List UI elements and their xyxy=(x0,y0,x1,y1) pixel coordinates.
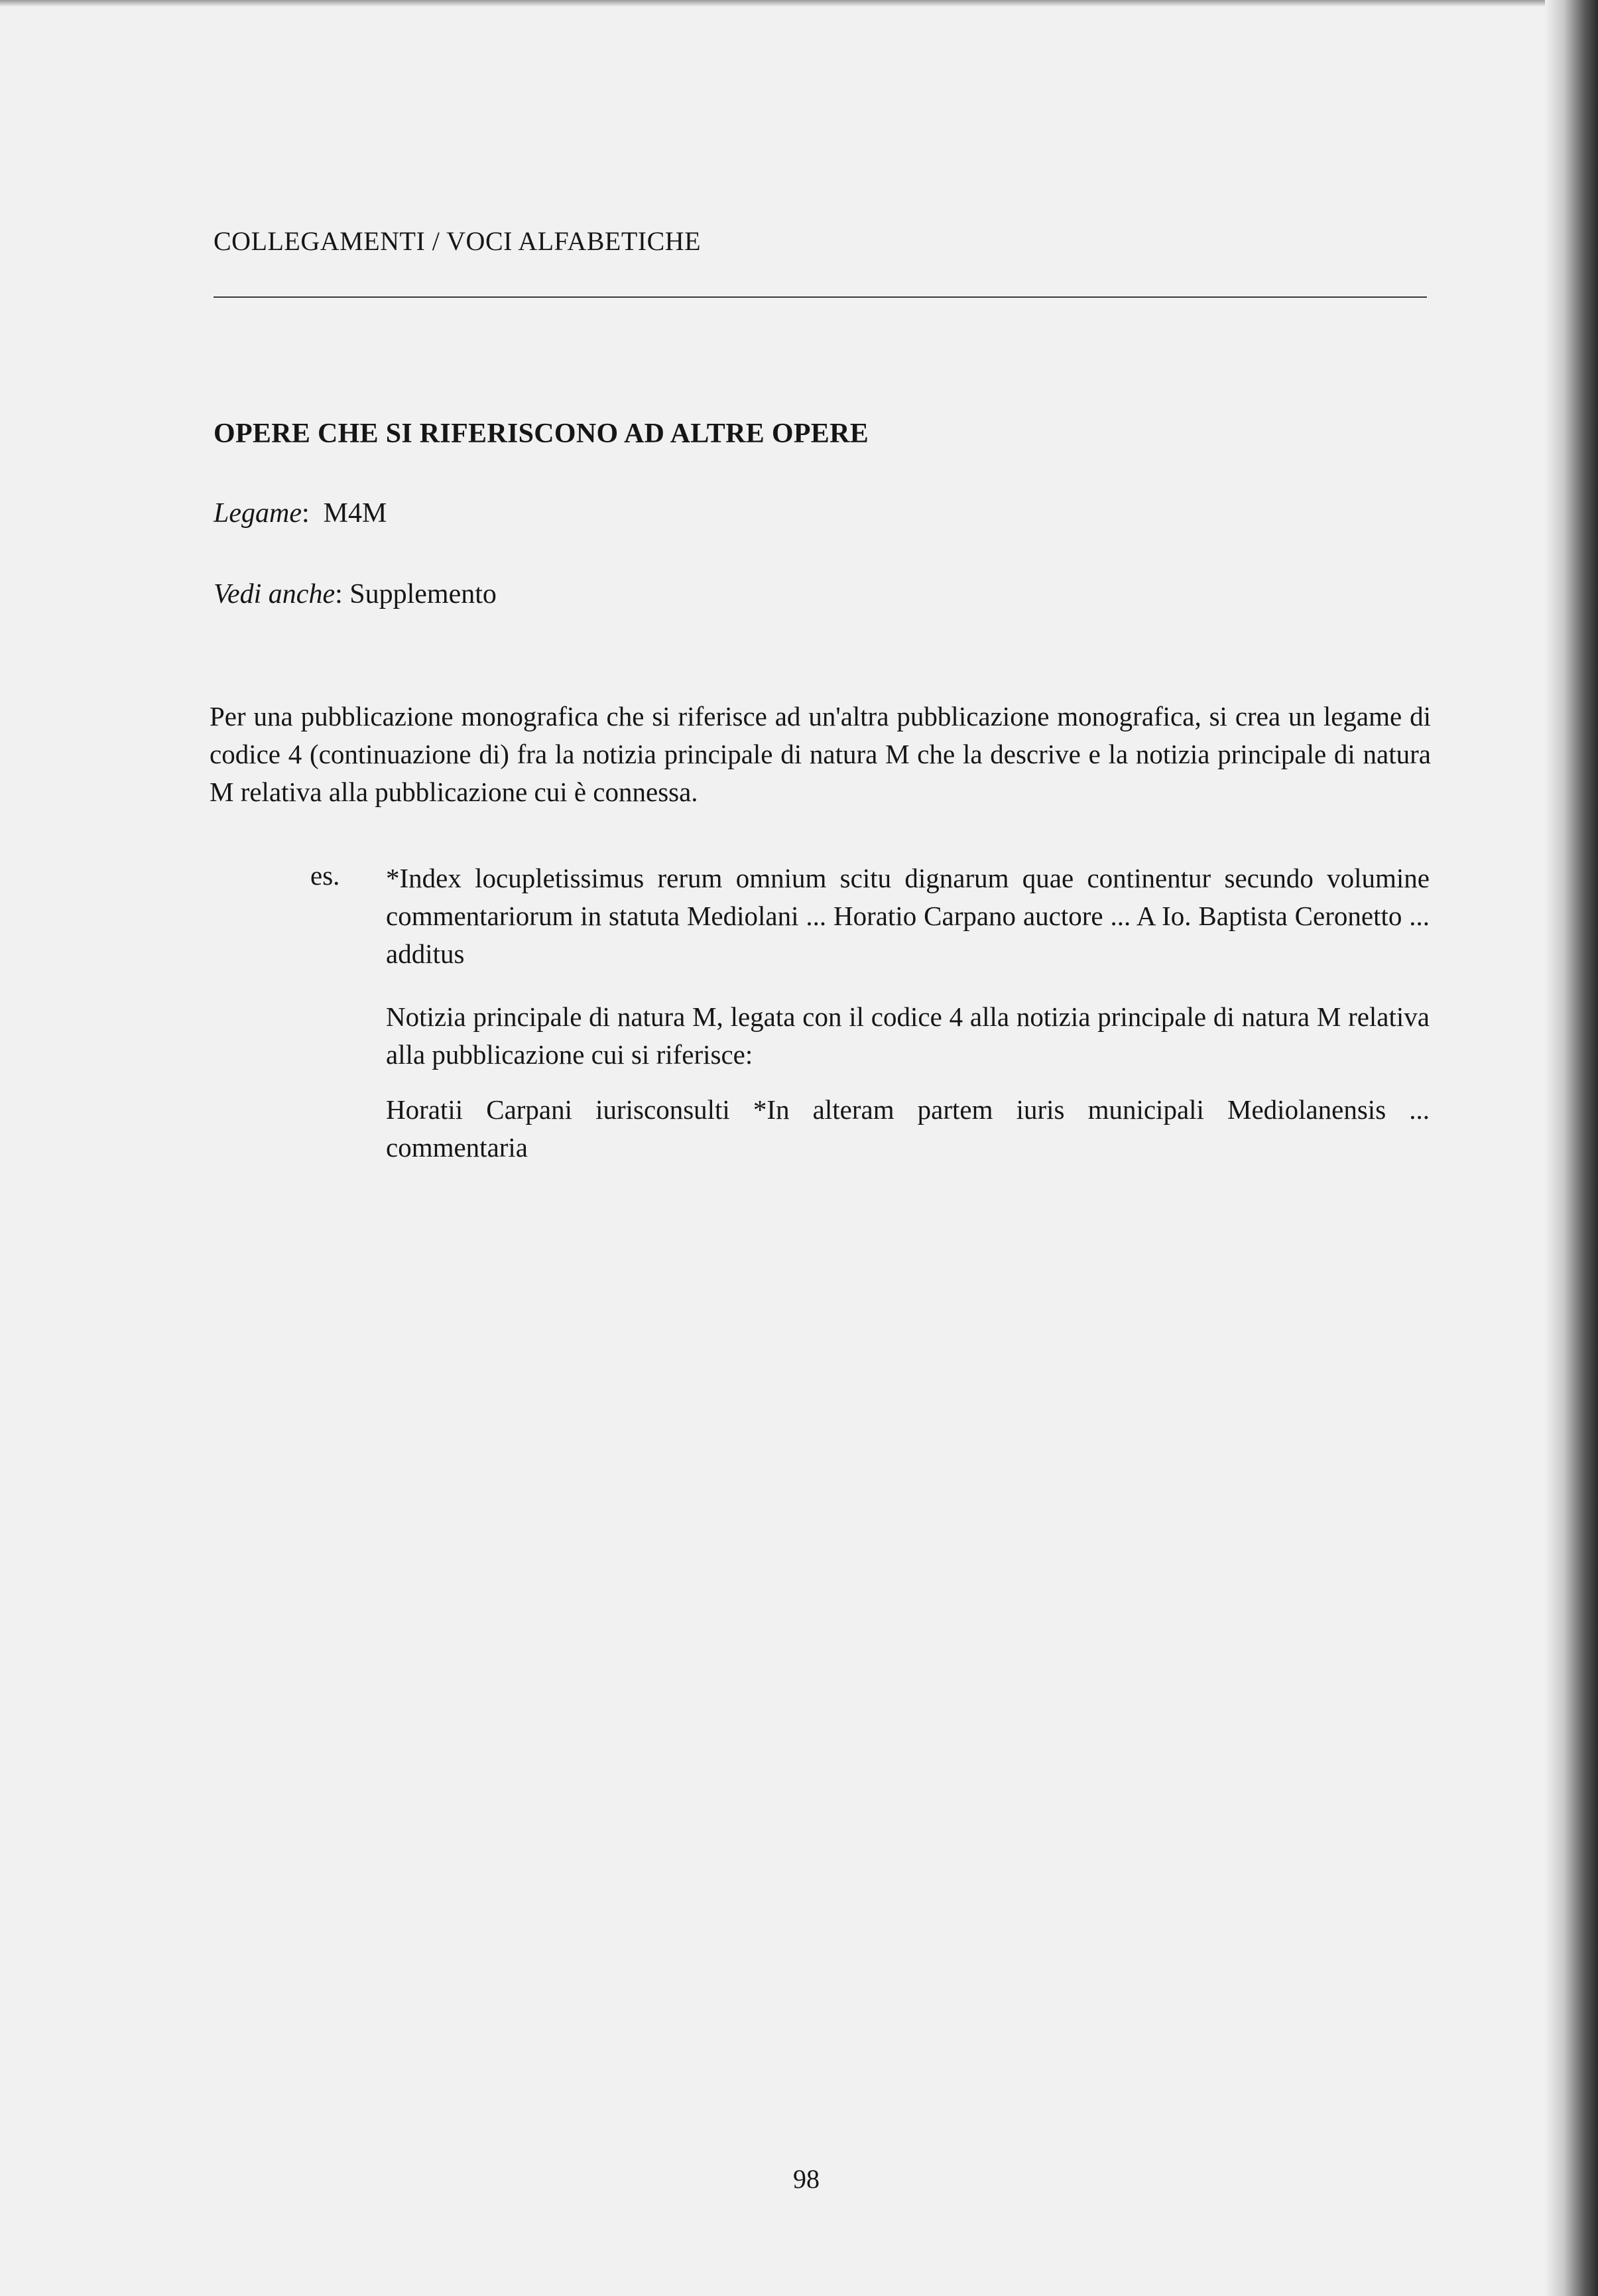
scan-page-edge xyxy=(1545,0,1598,2296)
vedi-anche-value: Supplemento xyxy=(349,579,497,609)
example-linked-title: Horatii Carpani iurisconsulti *In alteram partem iuris municipali Mediolanensis ... commentaria xyxy=(386,1094,1430,1163)
example-label: es. xyxy=(310,860,340,891)
running-head: COLLEGAMENTI / VOCI ALFABETICHE xyxy=(214,226,702,256)
example-title: *Index locupletissimus rerum omnium scitu dignarum quae continentur secundo volumine commentariorum in statuta Mediolani ... Horatio Carpano auctore ... A Io. Baptista Ceronetto ... additus xyxy=(386,863,1430,969)
scan-top-edge xyxy=(0,0,1598,7)
body-paragraph: Per una pubblicazione monografica che si riferisce ad un'altra pubblicazione monografica, si crea un legame di codice 4 (continuazione di) fra la notizia principale di natura M che la descrive e la notizia principale di natura M relativa alla pubblicazione cui è connessa. xyxy=(210,701,1431,807)
legame-value: M4M xyxy=(323,498,387,529)
legame-line: Legame: M4M xyxy=(214,498,387,529)
page-number: 98 xyxy=(793,2164,820,2194)
example-explanation: Notizia principale di natura M, legata con il codice 4 alla notizia principale di natura M relativa alla pubblicazione cui si riferisce: xyxy=(386,1001,1430,1070)
legame-label: Legame xyxy=(214,498,302,529)
section-title: OPERE CHE SI RIFERISCONO AD ALTRE OPERE xyxy=(214,418,869,449)
vedi-anche-label: Vedi anche xyxy=(214,579,336,609)
vedi-anche-line: Vedi anche: Supplemento xyxy=(214,579,497,609)
header-rule xyxy=(214,296,1427,298)
